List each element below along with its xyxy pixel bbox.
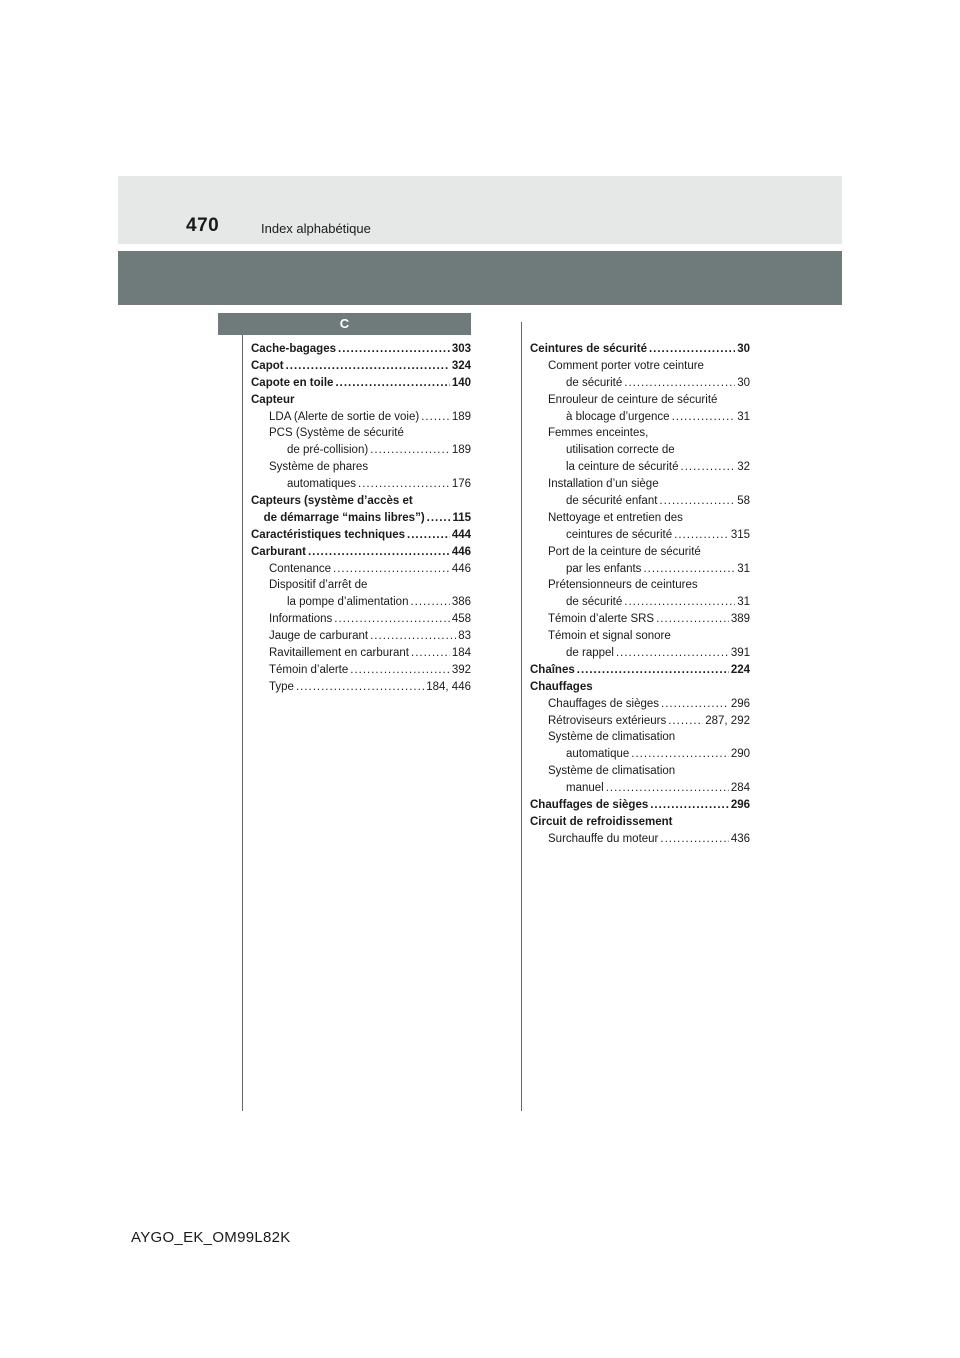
entry-text: par les enfants (566, 562, 642, 575)
index-entry (251, 645, 471, 662)
index-entry (530, 409, 750, 426)
index-entry (530, 510, 750, 527)
index-entry (251, 358, 471, 375)
entry-text: LDA (Alerte de sortie de voie) (269, 410, 420, 423)
page-reference: 115 (452, 511, 471, 524)
index-entry (251, 425, 471, 442)
dot-leader (333, 561, 450, 578)
dot-leader (358, 476, 450, 493)
index-entry (251, 594, 471, 611)
page-reference: 184 (451, 647, 471, 660)
document-code: AYGO_EK_OM99L82K (131, 1229, 291, 1246)
entry-text: automatiques (287, 478, 357, 491)
page-reference: 446 (451, 562, 471, 575)
page-reference: 324 (451, 359, 471, 372)
page-reference: 58 (737, 495, 750, 508)
page-reference: 284 (730, 782, 750, 795)
index-entry (530, 442, 750, 459)
index-entry (530, 594, 750, 611)
dot-leader (681, 459, 736, 476)
dot-leader (661, 696, 729, 713)
index-entry (251, 510, 471, 527)
page-reference: 392 (451, 663, 471, 676)
index-column-right (530, 341, 750, 848)
entry-text: Rétroviseurs extérieurs (548, 714, 667, 727)
page-reference: 189 (451, 410, 471, 423)
index-entry (530, 679, 750, 696)
dot-leader (668, 713, 703, 730)
entry-text: Système de climatisation (548, 731, 676, 744)
page-reference: 315 (730, 528, 750, 541)
page-reference: 31 (737, 596, 750, 609)
dot-leader (649, 341, 735, 358)
page-reference: 458 (451, 613, 471, 626)
entry-text: Femmes enceintes, (548, 427, 649, 440)
index-entry (530, 577, 750, 594)
entry-text: Informations (269, 613, 333, 626)
index-entry (530, 662, 750, 679)
page-reference: 446 (451, 545, 471, 558)
index-entry (530, 341, 750, 358)
entry-text: Témoin et signal sonore (548, 630, 671, 643)
dot-leader (338, 341, 450, 358)
page-reference: 386 (451, 596, 471, 609)
index-entry (251, 577, 471, 594)
dot-leader (427, 510, 451, 527)
entry-text: Caractéristiques techniques (251, 528, 406, 541)
index-entry (530, 696, 750, 713)
index-entry (530, 611, 750, 628)
entry-text: de sécurité enfant (566, 495, 658, 508)
entry-text: Capteurs (système d’accès et (251, 495, 413, 508)
index-entry (251, 409, 471, 426)
page-reference: 296 (730, 697, 750, 710)
dot-leader (674, 527, 729, 544)
dot-leader (656, 611, 729, 628)
page-reference: 436 (730, 832, 750, 845)
index-entry (251, 459, 471, 476)
index-entry (530, 780, 750, 797)
index-entry (251, 628, 471, 645)
entry-text: de sécurité (566, 596, 623, 609)
dot-leader (370, 442, 450, 459)
dot-leader (407, 527, 450, 544)
dot-leader (643, 561, 735, 578)
index-entry (251, 476, 471, 493)
index-entry (530, 476, 750, 493)
dot-leader (286, 358, 450, 375)
dot-leader (616, 645, 729, 662)
dot-leader (370, 628, 456, 645)
dot-leader (308, 544, 450, 561)
dot-leader (659, 493, 735, 510)
dot-leader (606, 780, 729, 797)
entry-text: Port de la ceinture de sécurité (548, 545, 701, 558)
entry-text: Dispositif d’arrêt de (269, 579, 368, 592)
entry-text: Contenance (269, 562, 332, 575)
dot-leader (296, 679, 424, 696)
index-entry (251, 527, 471, 544)
index-entry (530, 628, 750, 645)
index-entry (530, 763, 750, 780)
dot-leader (624, 375, 735, 392)
page-reference: 176 (451, 478, 471, 491)
entry-text: Comment porter votre ceinture (548, 359, 704, 372)
entry-text: Capote en toile (251, 376, 334, 389)
index-column-left (251, 341, 471, 696)
entry-text: Chauffages de sièges (530, 799, 649, 812)
index-entry (530, 645, 750, 662)
page-reference: 32 (737, 461, 750, 474)
dot-leader (334, 611, 450, 628)
page-reference: 290 (730, 748, 750, 761)
index-entry (530, 392, 750, 409)
index-entry (251, 392, 471, 409)
index-entry (530, 527, 750, 544)
page-reference: 184, 446 (426, 680, 471, 693)
page-reference: 391 (730, 647, 750, 660)
page-reference: 31 (737, 410, 750, 423)
entry-text: manuel (566, 782, 604, 795)
dot-leader (660, 831, 728, 848)
page-reference: 31 (737, 562, 750, 575)
dot-leader (411, 645, 450, 662)
entry-text: Système de climatisation (548, 765, 676, 778)
header-band (118, 176, 842, 244)
index-entry (251, 493, 471, 510)
entry-text: Chauffages (530, 680, 593, 693)
entry-text: Carburant (251, 545, 306, 558)
page-reference: 30 (737, 376, 750, 389)
index-letter-tab: C (218, 313, 471, 335)
index-entry (530, 814, 750, 831)
entry-text: Témoin d’alerte SRS (548, 613, 655, 626)
entry-text: PCS (Système de sécurité (269, 427, 404, 440)
index-entry (530, 375, 750, 392)
dot-leader (410, 594, 449, 611)
entry-text: ceintures de sécurité (566, 528, 673, 541)
index-entry (251, 341, 471, 358)
entry-text: Cache-bagages (251, 343, 337, 355)
entry-text: Prétensionneurs de ceintures (548, 579, 698, 592)
index-entry (530, 493, 750, 510)
index-entry (530, 425, 750, 442)
entry-text: Témoin d’alerte (269, 663, 349, 676)
dot-leader (335, 375, 449, 392)
entry-text: de démarrage “mains libres”) (263, 511, 425, 524)
index-entry (530, 729, 750, 746)
entry-text: de sécurité (566, 376, 623, 389)
page-reference: 444 (451, 528, 471, 541)
entry-text: de rappel (566, 647, 614, 660)
entry-text: Nettoyage et entretien des (548, 511, 683, 524)
page-number: 470 (186, 215, 220, 236)
entry-text: Chaînes (530, 663, 575, 676)
entry-text: Type (269, 680, 294, 693)
dot-leader (631, 746, 729, 763)
left-column-divider (242, 335, 243, 1111)
index-entry (251, 544, 471, 561)
entry-text: Chauffages de sièges (548, 697, 660, 710)
entry-text: la pompe d’alimentation (287, 596, 409, 609)
index-entry (251, 442, 471, 459)
page-reference: 83 (458, 630, 471, 643)
page-reference: 189 (451, 444, 471, 457)
entry-text: Surchauffe du moteur (548, 832, 659, 845)
index-entry (530, 797, 750, 814)
page-reference: 296 (730, 799, 750, 812)
dot-leader (577, 662, 729, 679)
dot-leader (350, 662, 450, 679)
index-entry (251, 561, 471, 578)
index-entry (530, 746, 750, 763)
center-column-divider (521, 322, 522, 1111)
entry-text: Ravitaillement en carburant (269, 647, 409, 660)
dot-leader (650, 797, 729, 814)
entry-text: Jauge de carburant (269, 630, 369, 643)
entry-text: automatique (566, 748, 630, 761)
page-reference: 224 (730, 663, 750, 676)
entry-text: Capteur (251, 393, 295, 406)
entry-text: Enrouleur de ceinture de sécurité (548, 393, 718, 406)
entry-text: Système de phares (269, 461, 369, 474)
page-reference: 389 (730, 613, 750, 626)
page-title: Index alphabétique (261, 221, 371, 236)
index-entry (530, 561, 750, 578)
dot-leader (421, 409, 450, 426)
page-reference: 303 (451, 343, 471, 355)
page-reference: 30 (737, 343, 750, 355)
entry-text: Ceintures de sécurité (530, 343, 647, 355)
page-reference: 140 (451, 376, 471, 389)
index-entry (530, 831, 750, 848)
entry-text: à blocage d’urgence (566, 410, 670, 423)
page-reference: 287, 292 (705, 714, 750, 727)
entry-text: Capot (251, 359, 284, 372)
dot-leader (672, 409, 736, 426)
index-entry (530, 358, 750, 375)
entry-text: Installation d’un siège (548, 478, 659, 491)
index-entry (530, 459, 750, 476)
index-entry (251, 375, 471, 392)
index-entry (251, 611, 471, 628)
entry-text: Circuit de refroidissement (530, 815, 673, 828)
index-entry (251, 679, 471, 696)
entry-text: la ceinture de sécurité (566, 461, 679, 474)
index-entry (530, 713, 750, 730)
entry-text: de pré-collision) (287, 444, 369, 457)
section-band (118, 251, 842, 305)
index-entry (251, 662, 471, 679)
dot-leader (624, 594, 735, 611)
entry-text: utilisation correcte de (566, 444, 675, 457)
index-entry (530, 544, 750, 561)
